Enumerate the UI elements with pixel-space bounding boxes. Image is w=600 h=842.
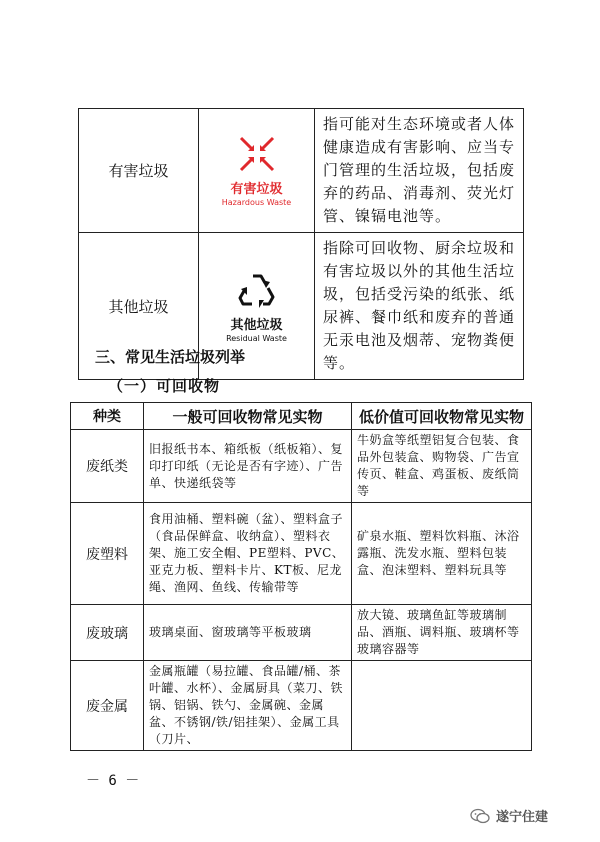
kind-cell: 废纸类 [71,430,144,503]
category-description: 指除可回收物、厨余垃圾和有害垃圾以外的其他生活垃圾，包括受污染的纸张、纸尿裤、餐巾纸和废弃的普通无汞电池及烟蒂、宠物粪便等。 [315,233,524,380]
page-number: － 6 － [86,773,140,789]
watermark [470,806,548,825]
subsection-title: （一）可回收物 [108,377,221,395]
waste-category-table [78,108,524,380]
general-cell: 金属瓶罐（易拉罐、食品罐/桶、茶叶罐、水杯）、金属厨具（菜刀、铁锅、铝锅、铁勺、金属碗、金属盆、不锈钢/铁/铝挂架）、金属工具（刀片、 [144,661,352,751]
header-low-value: 低价值可回收物常见实物 [352,403,532,430]
table-row [71,605,532,661]
low-value-cell: 放大镜、玻璃鱼缸等玻璃制品、酒瓶、调料瓶、玻璃杯等玻璃容器等 [352,605,532,661]
category-name: 有害垃圾 [79,109,199,233]
table-row [71,430,532,503]
low-value-cell: 矿泉水瓶、塑料饮料瓶、沐浴露瓶、洗发水瓶、塑料包装盒、泡沫塑料、塑料玩具等 [352,503,532,605]
category-name: 其他垃圾 [79,233,199,380]
low-value-cell [352,661,532,751]
icon-label-en: Hazardous Waste [221,198,292,207]
table-row [71,661,532,751]
hazardous-waste-icon [237,134,277,174]
kind-cell: 废玻璃 [71,605,144,661]
kind-cell: 废金属 [71,661,144,751]
residual-waste-icon [235,270,279,310]
table-header-row [71,403,532,430]
icon-label-cn: 有害垃圾 [230,182,283,197]
icon-label-en: Residual Waste [226,333,287,343]
category-row-hazardous [79,109,524,233]
category-description: 指可能对生态环境或者人体健康造成有害影响、应当专门管理的生活垃圾，包括废弃的药品、消毒剂、荧光灯管、镍镉电池等。 [315,109,524,233]
general-cell: 玻璃桌面、窗玻璃等平板玻璃 [144,605,352,661]
kind-cell: 废塑料 [71,503,144,605]
icon-label-cn: 其他垃圾 [230,317,283,333]
general-cell: 旧报纸书本、箱纸板（纸板箱）、复印打印纸（无论是否有字迹）、广告单、快递纸袋等 [144,430,352,503]
header-general: 一般可回收物常见实物 [144,403,352,430]
category-icon-cell [199,109,315,233]
wechat-icon [470,808,490,824]
section-title: 三、常见生活垃圾列举 [95,348,246,366]
recyclables-table [70,402,532,751]
watermark-text: 遂宁住建 [496,810,549,825]
general-cell: 食用油桶、塑料碗（盆）、塑料盒子（食品保鲜盒、收纳盒）、塑料衣架、施工安全帽、PE塑料、PVC、亚克力板、塑料卡片、KT板、尼龙绳、渔网、鱼线、传输带等 [144,503,352,605]
low-value-cell: 牛奶盒等纸塑铝复合包装、食品外包装盒、购物袋、广告宣传页、鞋盒、鸡蛋板、废纸筒等 [352,430,532,503]
header-kind: 种类 [71,403,144,430]
table-row [71,503,532,605]
